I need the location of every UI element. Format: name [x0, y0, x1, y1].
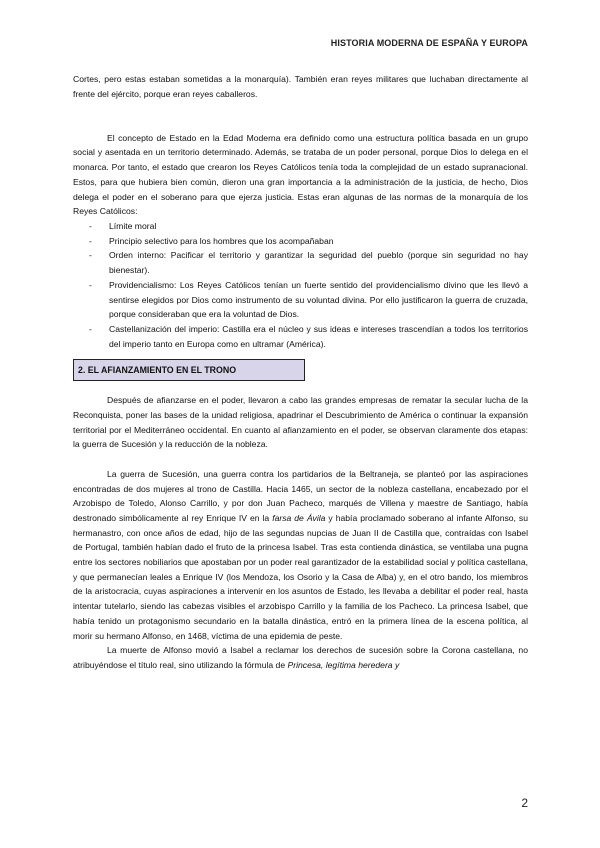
paragraph-gap	[73, 101, 528, 116]
list-item: - Providencialismo: Los Reyes Católicos tenían un fuerte sentido del providencialismo divino que les llevó a sentirse elegidos por Dios como instrumento de su voluntad divina. Por ello justificaron la guerra de cruzada, porque consideraban que era la voluntad de Dios.	[73, 278, 528, 322]
list-item: - Límite moral	[73, 219, 528, 234]
page-number: 2	[521, 796, 528, 810]
text-run: La muerte de Alfonso movió a Isabel a reclamar los derechos de sucesión sobre la Corona castellana, no atribuyéndose el título real, sino utilizando la fórmula de	[73, 645, 528, 670]
paragraph-gap	[73, 452, 528, 467]
text-run: y había proclamado soberano al infante Alfonso, su hermanastro, con once años de edad, hijo de las segundas nupcias de Juan II de Castilla que, contraídas con Isabel de Portugal, también habían dado el fruto de la princesa Isabel. Tras esta contienda dinástica, se ventilaba una pugna entre los sectores nobiliarios que apostaban por un poder real garantizador de la estabilidad social y política castellana, y que permanecían leales a Enrique IV (los Mendoza, los Osorio y la Casa de Alba) y, en el otro bando, los miembros de la aristocracia, cuyas aspiraciones a intervenir en los asuntos de Estado, les llevaba a debilitar el poder real, hasta intentar tutelarlo, siendo las cabezas visibles el arzobispo Carrillo y la familia de los Pacheco. La princesa Isabel, que había tenido un protagonismo secundario en la batalla dinástica, entró en la primera línea de la escena política, al morir su hermano Alfonso, en 1468, víctima de una epidemia de peste.	[73, 512, 528, 641]
paragraph-muerte-alfonso	[73, 643, 528, 672]
paragraph-estado: El concepto de Estado en la Edad Moderna era definido como una estructura política basada en un grupo social y asentada en un territorio determinado. Además, se trataba de un poder personal, porque Dios lo delega en el monarca. Por tanto, el estado que crearon los Reyes Católicos tenía toda la complejidad de un estado supranacional. Estos, para que hubiera bien común, dieron una gran importancia a la administración de la justicia, de hecho, Dios delega el poder en el soberano para que ejerza justicia. Estas eran algunas de las normas de la monarquía de los Reyes Católicos:	[73, 132, 528, 217]
paragraph-continuation: Cortes, pero estas estaban sometidas a la monarquía). También eran reyes militares que luchaban directamente al frente del ejército, porque eran reyes caballeros.	[73, 74, 528, 99]
text-run: La guerra de Sucesión, una guerra contra los partidarios de la Beltraneja, se planteó por las aspiraciones encontradas de dos mujeres al trono de Castilla. Hacia 1465, un sector de la nobleza castellana, encabezado por el Arzobispo de Toledo, Alonso Carrillo, y por don Juan Pacheco, marqués de Villena y maestre de Santiago, había destronado simbólicamente al rey Enrique IV en la	[73, 468, 528, 523]
list-item: - Orden interno: Pacificar el territorio y garantizar la seguridad del pueblo (porque sin seguridad no hay bienestar).	[73, 248, 528, 277]
section-heading-text: 2. EL AFIANZAMIENTO EN EL TRONO	[78, 364, 237, 375]
list-item: - Castellanización del imperio: Castilla era el núcleo y sus ideas e intereses trascendían a todos los territorios del imperio tanto en Europa como en ultramar (América).	[73, 322, 528, 351]
list-item: - Principio selectivo para los hombres que los acompañaban	[73, 234, 528, 249]
paragraph-guerra-sucesion	[73, 467, 528, 643]
document-body	[73, 72, 528, 673]
paragraph-gap	[73, 116, 528, 131]
italic-text: farsa de Ávila	[272, 512, 326, 523]
paragraph-afianzamiento: Después de afianzarse en el poder, llevaron a cabo las grandes empresas de rematar la secular lucha de la Reconquista, poner las bases de la unidad religiosa, apadrinar el Descubrimiento de América o continuar la expansión territorial por el Mediterráneo occidental. En cuanto al afianzamiento en el poder, se observan claramente dos etapas: la guerra de Sucesión y la reducción de la nobleza.	[73, 395, 528, 450]
section-heading	[73, 359, 305, 381]
italic-text: Princesa, legítima heredera y	[287, 659, 400, 670]
running-header: HISTORIA MODERNA DE ESPAÑA Y EUROPA	[330, 38, 528, 48]
norms-list	[73, 219, 528, 351]
